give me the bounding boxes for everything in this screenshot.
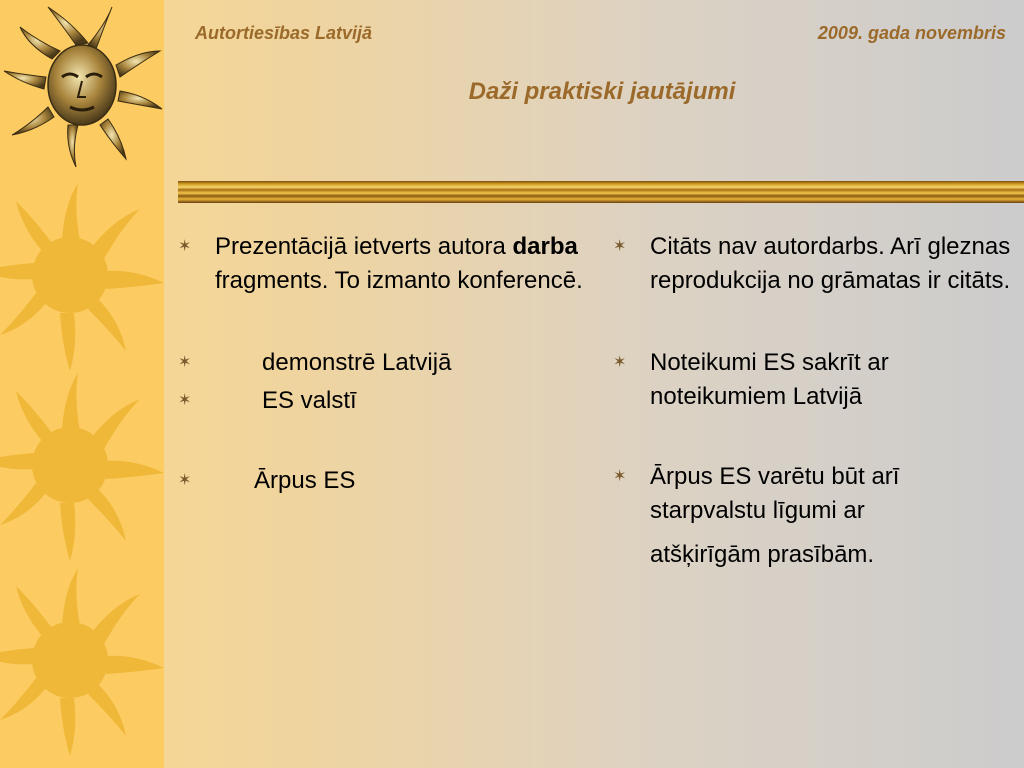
metal-sun-face-icon (0, 0, 164, 175)
item-text-bold: darba (512, 233, 578, 260)
item-text: Noteikumi ES sakrīt ar noteikumiem Latvijā (650, 349, 889, 410)
left-column (178, 230, 598, 498)
item-text: Citāts nav autordarbs. Arī gleznas reprodukcija no grāmatas ir citāts. (650, 233, 1011, 294)
star-bullet-icon: ✶ (178, 472, 192, 489)
item-text: ES valstī (262, 387, 357, 414)
list-item (178, 384, 598, 418)
sun-icon (0, 370, 164, 560)
item-text: demonstrē Latvijā (262, 349, 452, 376)
slide-title: Daži praktiski jautājumi (468, 78, 736, 105)
item-text: atšķirīgām prasībām. (650, 541, 875, 568)
sidebar-decoration (0, 0, 164, 768)
item-text: Ārpus ES varētu būt arī starpvalstu līgumi ar (650, 463, 900, 524)
list-item (613, 230, 1013, 298)
right-column (613, 230, 1013, 572)
list-item (178, 230, 598, 298)
star-bullet-icon: ✶ (613, 238, 627, 255)
list-item (178, 464, 598, 498)
star-bullet-icon: ✶ (178, 392, 192, 409)
item-text: Ārpus ES (254, 467, 356, 494)
sun-icon (0, 560, 164, 760)
list-item (178, 346, 598, 380)
list-item (613, 460, 1013, 572)
sun-icon (0, 180, 164, 370)
presentation-title: Autortiesības Latvijā (195, 23, 373, 43)
star-bullet-icon: ✶ (178, 354, 192, 371)
gold-divider (178, 181, 1024, 203)
list-item (613, 346, 1013, 414)
star-bullet-icon: ✶ (178, 238, 192, 255)
item-text: fragments. To izmanto konferencē. (215, 267, 583, 294)
star-bullet-icon: ✶ (613, 354, 627, 371)
presentation-date: 2009. gada novembris (817, 23, 1006, 43)
star-bullet-icon: ✶ (613, 468, 627, 485)
item-text: Prezentācijā ietverts autora (215, 233, 513, 260)
